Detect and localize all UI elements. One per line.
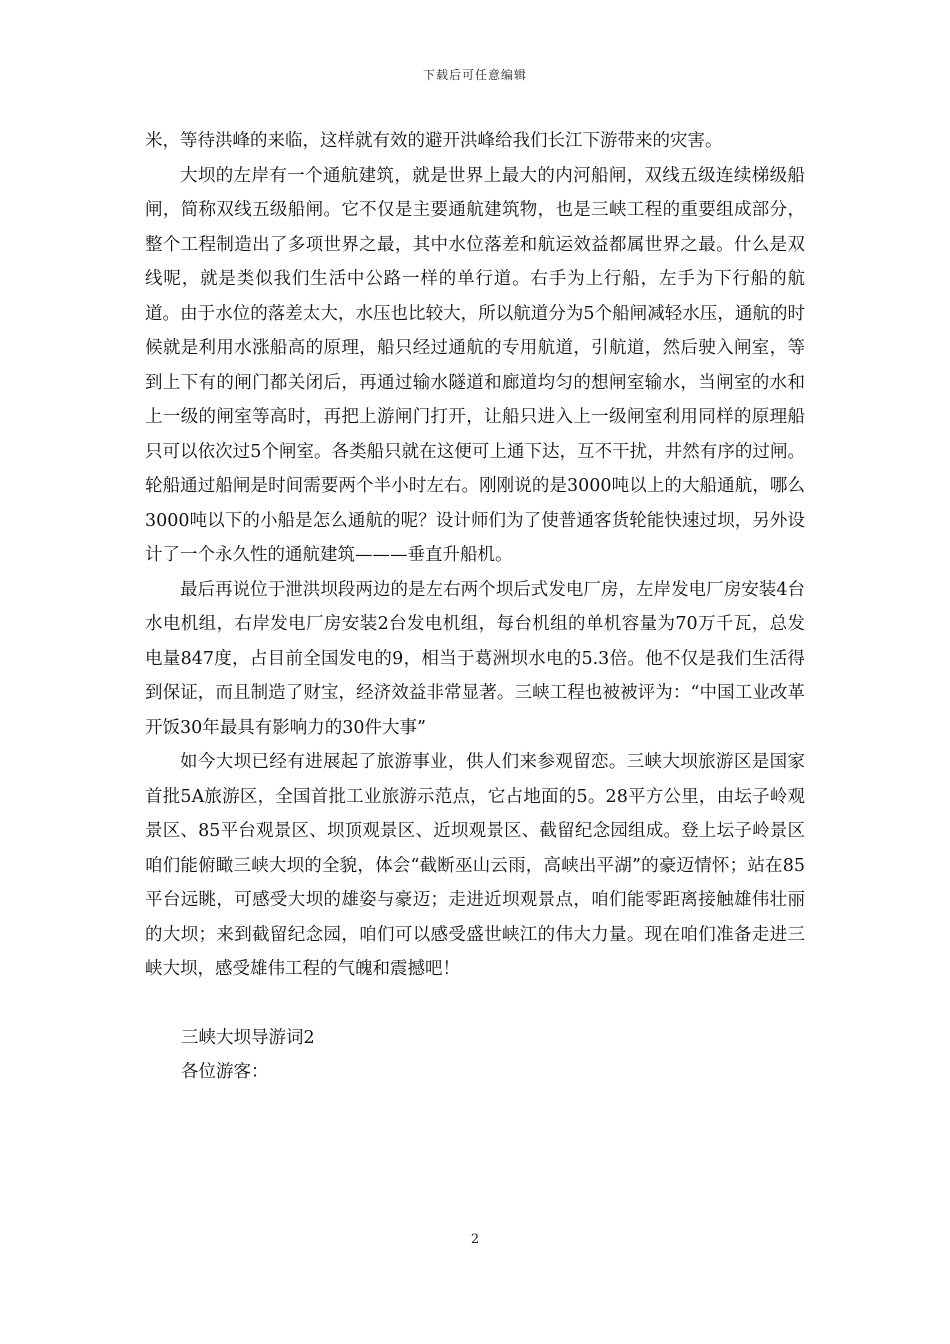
section-spacer [145,987,805,1021]
page-header: 下载后可任意编辑 [422,68,527,82]
paragraph-power-station: 最后再说位于泄洪坝段两边的是左右两个坝后式发电厂房，左岸发电厂房安装4台水电机组，右岸发电厂房安装2台发电机组，每台机组的单机容量为70万千瓦，总发电量847度，占目前全国发电的9，相当于葛洲坝水电的5.3倍。他不仅是我们生活得到保证，而且制造了财宝，经济效益非常显著。三峡工程也被被评为：“中国工业改革开饭30年最具有影响力的30件大事” [145,579,805,738]
paragraph-continuation: 米，等待洪峰的来临，这样就有效的避开洪峰给我们长江下游带来的灾害。 [145,131,723,151]
section-greeting: 各位游客： [181,1062,269,1082]
document-body [145,124,805,1090]
section-title: 三峡大坝导游词2 [181,1027,315,1048]
paragraph-tourism: 如今大坝已经有进展起了旅游事业，供人们来参观留恋。三峡大坝旅游区是国家首批5A旅游区，全国首批工业旅游示范点，它占地面的5。28平方公里，由坛子岭观景区、85平台观景区、坝顶观景区、近坝观景区、截留纪念园组成。登上坛子岭景区咱们能俯瞰三峡大坝的全貌，体会“截断巫山云雨，高峡出平湖”的豪迈情怀；站在85平台远眺，可感受大坝的雄姿与豪迈；走进近坝观景点，咱们能零距离接触雄伟壮丽的大坝；来到截留纪念园，咱们可以感受盛世峡江的伟大力量。现在咱们准备走进三峡大坝，感受雄伟工程的气魄和震撼吧！ [145,752,805,979]
paragraph-ship-lock: 大坝的左岸有一个通航建筑，就是世界上最大的内河船闸，双线五级连续梯级船闸，简称双线五级船闸。它不仅是主要通航建筑物，也是三峡工程的重要组成部分，整个工程制造出了多项世界之最，其中水位落差和航运效益都属世界之最。什么是双线呢，就是类似我们生活中公路一样的单行道。右手为上行船，左手为下行船的航道。由于水位的落差太大，水压也比较大，所以航道分为5个船闸减轻水压，通航的时候就是利用水涨船高的原理，船只经过通航的专用航道，引航道，然后驶入闸室，等到上下有的闸门都关闭后，再通过输水隧道和廊道均匀的想闸室输水，当闸室的水和上一级的闸室等高时，再把上游闸门打开，让船只进入上一级闸室利用同样的原理船只可以依次过5个闸室。各类船只就在这便可上通下达，互不干扰，井然有序的过闸。轮船通过船闸是时间需要两个半小时左右。刚刚说的是3000吨以上的大船通航，哪么3000吨以下的小船是怎么通航的呢？设计师们为了使普通客货轮能快速过坝，另外设计了一个永久性的通航建筑———垂直升船机。 [145,165,805,565]
page-number: 2 [470,1232,480,1247]
